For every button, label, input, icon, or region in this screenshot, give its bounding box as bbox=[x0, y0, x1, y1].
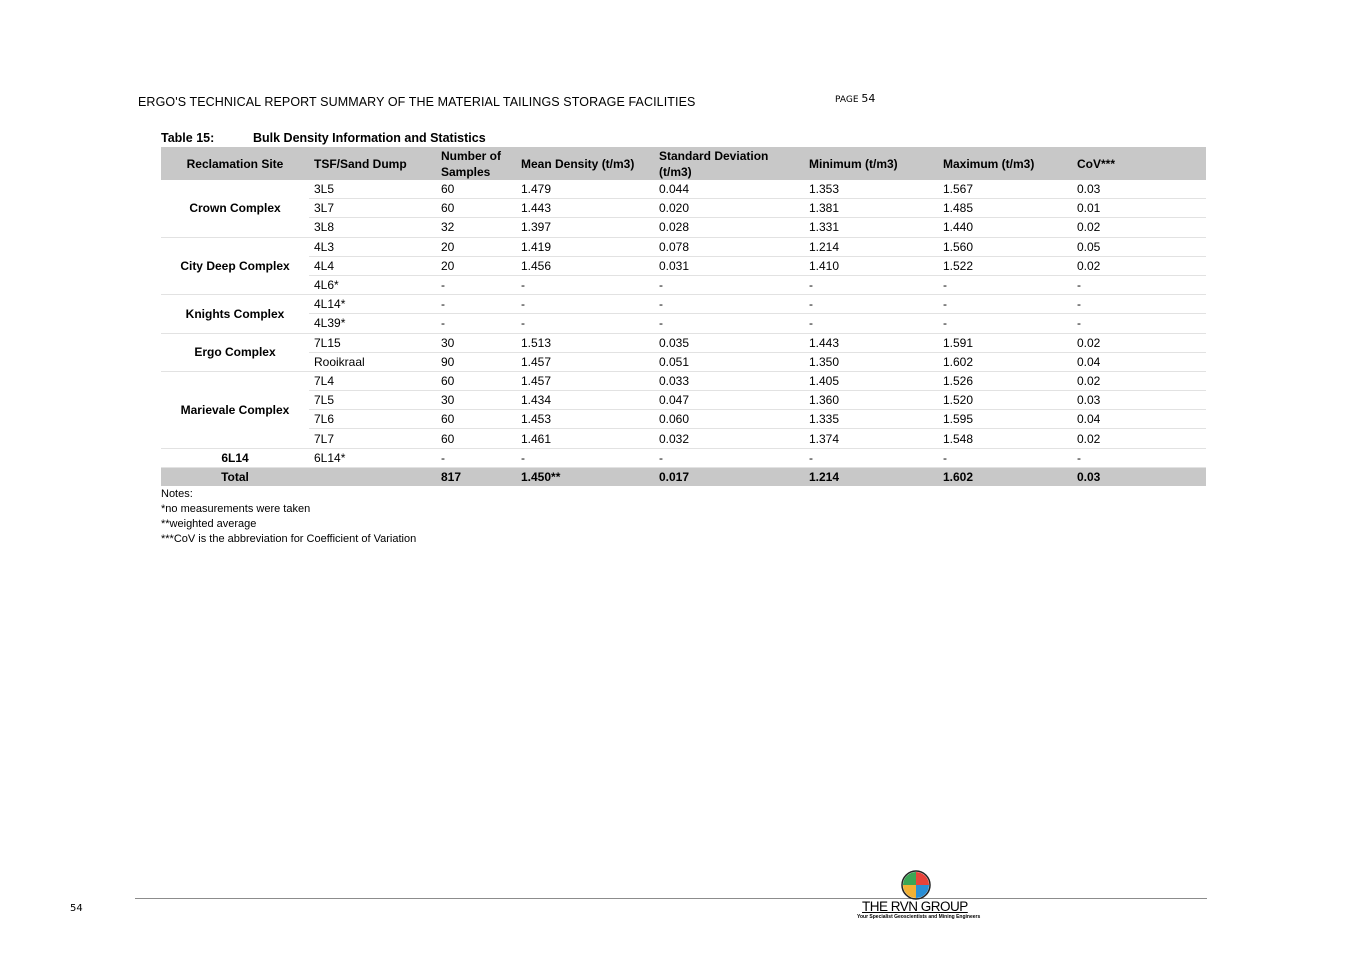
column-header: Mean Density (t/m3) bbox=[516, 147, 654, 180]
table-cell: 0.02 bbox=[1072, 333, 1206, 352]
note-line: Notes: bbox=[161, 488, 193, 500]
logo-segment bbox=[916, 885, 929, 898]
total-cell: 0.03 bbox=[1072, 467, 1206, 486]
table-cell: 1.381 bbox=[804, 199, 938, 218]
table-cell: 1.453 bbox=[516, 410, 654, 429]
table-cell: 7L15 bbox=[309, 333, 436, 352]
table-row bbox=[161, 218, 1206, 237]
logo-name: THE RVN GROUP bbox=[862, 899, 968, 914]
table-cell: 0.01 bbox=[1072, 199, 1206, 218]
table-cell: 1.360 bbox=[804, 391, 938, 410]
table-cell: - bbox=[804, 275, 938, 294]
table-cell: 1.513 bbox=[516, 333, 654, 352]
table-row bbox=[161, 371, 1206, 390]
table-cell: 1.461 bbox=[516, 429, 654, 448]
table-row bbox=[161, 314, 1206, 333]
column-header: TSF/Sand Dump bbox=[309, 147, 436, 180]
total-row bbox=[161, 467, 1206, 486]
column-header: Minimum (t/m3) bbox=[804, 147, 938, 180]
table-cell: 0.02 bbox=[1072, 429, 1206, 448]
table-cell: - bbox=[516, 295, 654, 314]
table-cell: 3L8 bbox=[309, 218, 436, 237]
table-cell: - bbox=[654, 448, 804, 467]
table-cell: 1.350 bbox=[804, 352, 938, 371]
table-cell: - bbox=[1072, 275, 1206, 294]
table-cell: 0.020 bbox=[654, 199, 804, 218]
table-cell: 0.028 bbox=[654, 218, 804, 237]
table-cell: 1.457 bbox=[516, 352, 654, 371]
table-caption bbox=[161, 131, 486, 145]
total-cell: 817 bbox=[436, 467, 516, 486]
table-row bbox=[161, 275, 1206, 294]
table-cell: 1.440 bbox=[938, 218, 1072, 237]
table-cell: 0.051 bbox=[654, 352, 804, 371]
table-body bbox=[161, 180, 1206, 486]
table-cell: Rooikraal bbox=[309, 352, 436, 371]
table-cell: - bbox=[436, 314, 516, 333]
table-cell: 1.479 bbox=[516, 180, 654, 199]
logo-segment bbox=[916, 872, 929, 885]
table-cell: 0.05 bbox=[1072, 237, 1206, 256]
table-cell: 4L4 bbox=[309, 256, 436, 275]
table-row bbox=[161, 256, 1206, 275]
table-cell: 30 bbox=[436, 333, 516, 352]
total-cell: Total bbox=[161, 467, 309, 486]
table-cell: 1.602 bbox=[938, 352, 1072, 371]
table-cell: - bbox=[938, 314, 1072, 333]
table-cell: - bbox=[654, 314, 804, 333]
logo-tagline: Your Specialist Geoscientists and Mining Engineers bbox=[857, 914, 981, 920]
total-cell: 1.214 bbox=[804, 467, 938, 486]
table-cell: 1.335 bbox=[804, 410, 938, 429]
table-cell: - bbox=[516, 275, 654, 294]
table-cell: 0.047 bbox=[654, 391, 804, 410]
total-cell: 0.017 bbox=[654, 467, 804, 486]
table-cell: 7L7 bbox=[309, 429, 436, 448]
table-row bbox=[161, 429, 1206, 448]
table-row bbox=[161, 199, 1206, 218]
page-label bbox=[835, 92, 875, 105]
table-cell: 1.443 bbox=[804, 333, 938, 352]
table-cell: 1.526 bbox=[938, 371, 1072, 390]
table-cell: 32 bbox=[436, 218, 516, 237]
note-line: *no measurements were taken bbox=[161, 503, 311, 515]
table-cell: 1.567 bbox=[938, 180, 1072, 199]
table-cell: 1.410 bbox=[804, 256, 938, 275]
table-cell: - bbox=[804, 295, 938, 314]
column-header: Number of Samples bbox=[436, 147, 516, 180]
table-cell: 1.405 bbox=[804, 371, 938, 390]
table-row bbox=[161, 352, 1206, 371]
table-cell: 90 bbox=[436, 352, 516, 371]
table-cell: - bbox=[436, 295, 516, 314]
table-cell: 1.353 bbox=[804, 180, 938, 199]
column-header: Maximum (t/m3) bbox=[938, 147, 1072, 180]
reclamation-site-cell: Marievale Complex bbox=[161, 371, 309, 448]
column-header: CoV*** bbox=[1072, 147, 1206, 180]
table-cell: 1.485 bbox=[938, 199, 1072, 218]
table-cell: 60 bbox=[436, 199, 516, 218]
table-row bbox=[161, 237, 1206, 256]
table-cell: 60 bbox=[436, 410, 516, 429]
table-cell: 3L7 bbox=[309, 199, 436, 218]
table-cell: 0.02 bbox=[1072, 256, 1206, 275]
table-cell: - bbox=[938, 448, 1072, 467]
logo-emblem-icon bbox=[855, 870, 977, 900]
table-cell: 7L5 bbox=[309, 391, 436, 410]
column-header: Standard Deviation (t/m3) bbox=[654, 147, 804, 180]
table-cell: 60 bbox=[436, 371, 516, 390]
total-cell: 1.450** bbox=[516, 467, 654, 486]
table-cell: 1.591 bbox=[938, 333, 1072, 352]
table-cell: 7L6 bbox=[309, 410, 436, 429]
table-cell: 0.032 bbox=[654, 429, 804, 448]
table-cell: 0.04 bbox=[1072, 352, 1206, 371]
total-cell bbox=[309, 467, 436, 486]
page-prefix: PAGE bbox=[835, 95, 859, 105]
table-cell: - bbox=[938, 275, 1072, 294]
table-cell: 1.457 bbox=[516, 371, 654, 390]
table-cell: 60 bbox=[436, 429, 516, 448]
note-line: **weighted average bbox=[161, 518, 257, 530]
table-header-row bbox=[161, 147, 1206, 180]
table-cell: 1.560 bbox=[938, 237, 1072, 256]
table-cell: 1.397 bbox=[516, 218, 654, 237]
table-cell: - bbox=[654, 295, 804, 314]
table-row bbox=[161, 295, 1206, 314]
table-cell: 1.456 bbox=[516, 256, 654, 275]
report-title: ERGO'S TECHNICAL REPORT SUMMARY OF THE MATERIAL TAILINGS STORAGE FACILITIES bbox=[138, 95, 696, 109]
table-row bbox=[161, 333, 1206, 352]
table-cell: - bbox=[1072, 314, 1206, 333]
table-cell: 0.078 bbox=[654, 237, 804, 256]
bulk-density-table bbox=[161, 147, 1206, 486]
table-cell: 0.060 bbox=[654, 410, 804, 429]
table-row bbox=[161, 391, 1206, 410]
table-cell: 4L3 bbox=[309, 237, 436, 256]
table-cell: - bbox=[1072, 295, 1206, 314]
table-row bbox=[161, 448, 1206, 467]
table-cell: - bbox=[516, 314, 654, 333]
table-caption-label: Table 15: bbox=[161, 131, 215, 145]
table-cell: 1.331 bbox=[804, 218, 938, 237]
table-cell: 1.214 bbox=[804, 237, 938, 256]
reclamation-site-cell: City Deep Complex bbox=[161, 237, 309, 295]
table-cell: 0.04 bbox=[1072, 410, 1206, 429]
column-header: Reclamation Site bbox=[161, 147, 309, 180]
reclamation-site-cell: Knights Complex bbox=[161, 295, 309, 333]
reclamation-site-cell: Crown Complex bbox=[161, 180, 309, 237]
table-row bbox=[161, 410, 1206, 429]
table-cell: 0.02 bbox=[1072, 218, 1206, 237]
table-cell: 0.033 bbox=[654, 371, 804, 390]
table-cell: 0.035 bbox=[654, 333, 804, 352]
table-cell: - bbox=[654, 275, 804, 294]
footer-page-number: 54 bbox=[70, 903, 83, 914]
table-cell: 1.443 bbox=[516, 199, 654, 218]
table-cell: 1.374 bbox=[804, 429, 938, 448]
table-cell: 6L14* bbox=[309, 448, 436, 467]
reclamation-site-cell: Ergo Complex bbox=[161, 333, 309, 371]
table-cell: - bbox=[516, 448, 654, 467]
table-cell: 4L6* bbox=[309, 275, 436, 294]
table-cell: 30 bbox=[436, 391, 516, 410]
table-cell: - bbox=[1072, 448, 1206, 467]
table-cell: - bbox=[436, 448, 516, 467]
table-cell: 4L14* bbox=[309, 295, 436, 314]
table-cell: 0.031 bbox=[654, 256, 804, 275]
table-cell: 20 bbox=[436, 256, 516, 275]
reclamation-site-cell: 6L14 bbox=[161, 448, 309, 467]
table-cell: 0.03 bbox=[1072, 391, 1206, 410]
table-cell: 1.419 bbox=[516, 237, 654, 256]
rvn-group-logo bbox=[855, 870, 981, 922]
table-cell: 1.434 bbox=[516, 391, 654, 410]
table-cell: - bbox=[436, 275, 516, 294]
table-cell: 7L4 bbox=[309, 371, 436, 390]
table-cell: 1.520 bbox=[938, 391, 1072, 410]
table-cell: 20 bbox=[436, 237, 516, 256]
note-line: ***CoV is the abbreviation for Coefficient of Variation bbox=[161, 533, 417, 545]
table-cell: 3L5 bbox=[309, 180, 436, 199]
table-cell: - bbox=[938, 295, 1072, 314]
table-cell: 0.03 bbox=[1072, 180, 1206, 199]
page-label-number: 54 bbox=[861, 92, 876, 105]
table-cell: 4L39* bbox=[309, 314, 436, 333]
table-cell: 1.595 bbox=[938, 410, 1072, 429]
logo-segment bbox=[903, 872, 916, 885]
table-cell: - bbox=[804, 448, 938, 467]
table-cell: 0.044 bbox=[654, 180, 804, 199]
table-cell: 60 bbox=[436, 180, 516, 199]
total-cell: 1.602 bbox=[938, 467, 1072, 486]
table-cell: 1.548 bbox=[938, 429, 1072, 448]
table-cell: - bbox=[804, 314, 938, 333]
table-row bbox=[161, 180, 1206, 199]
footer-divider bbox=[135, 898, 1207, 899]
table-notes bbox=[161, 487, 416, 547]
logo-segment bbox=[903, 885, 916, 898]
table-caption-title: Bulk Density Information and Statistics bbox=[253, 131, 486, 145]
table-cell: 1.522 bbox=[938, 256, 1072, 275]
table-cell: 0.02 bbox=[1072, 371, 1206, 390]
